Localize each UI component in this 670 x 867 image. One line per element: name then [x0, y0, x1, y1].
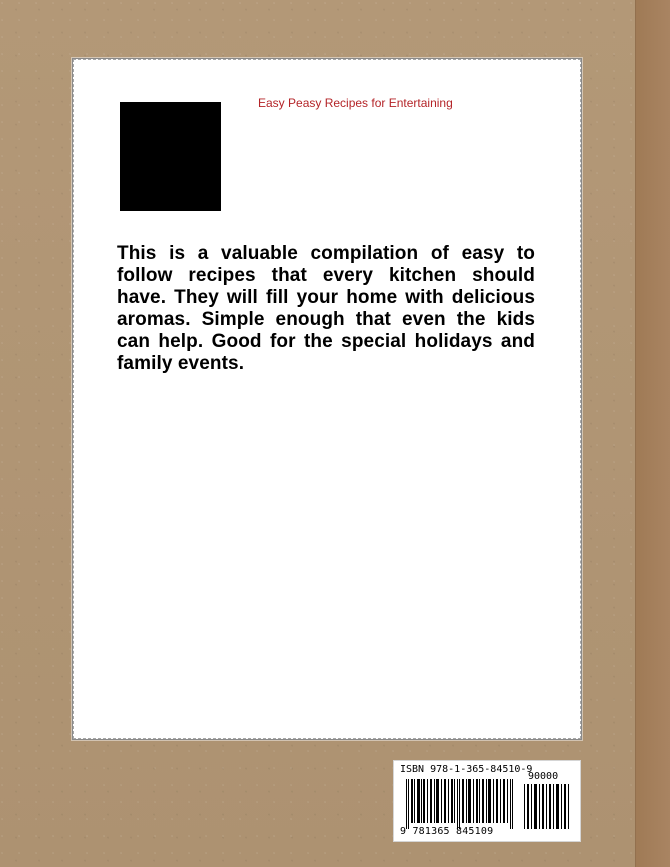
back-cover-description: This is a valuable compilation of easy to follow recipes that every kitchen should have. They will fill your home with delicious aromas. Simple enough that even the kids can help. Good for the special holidays and family events. — [117, 243, 535, 374]
main-barcode-icon — [406, 779, 516, 829]
addon-barcode-icon — [524, 784, 569, 829]
white-content-panel — [72, 58, 582, 740]
black-square-image — [120, 102, 221, 211]
spine-strip — [635, 0, 670, 867]
book-title: Easy Peasy Recipes for Entertaining — [258, 96, 453, 110]
isbn-label: ISBN 978-1-365-84510-9 — [400, 764, 533, 775]
price-code: 90000 — [528, 771, 559, 782]
barcode-number: 9 781365 845109 — [400, 826, 494, 837]
isbn-barcode-box — [393, 760, 581, 842]
